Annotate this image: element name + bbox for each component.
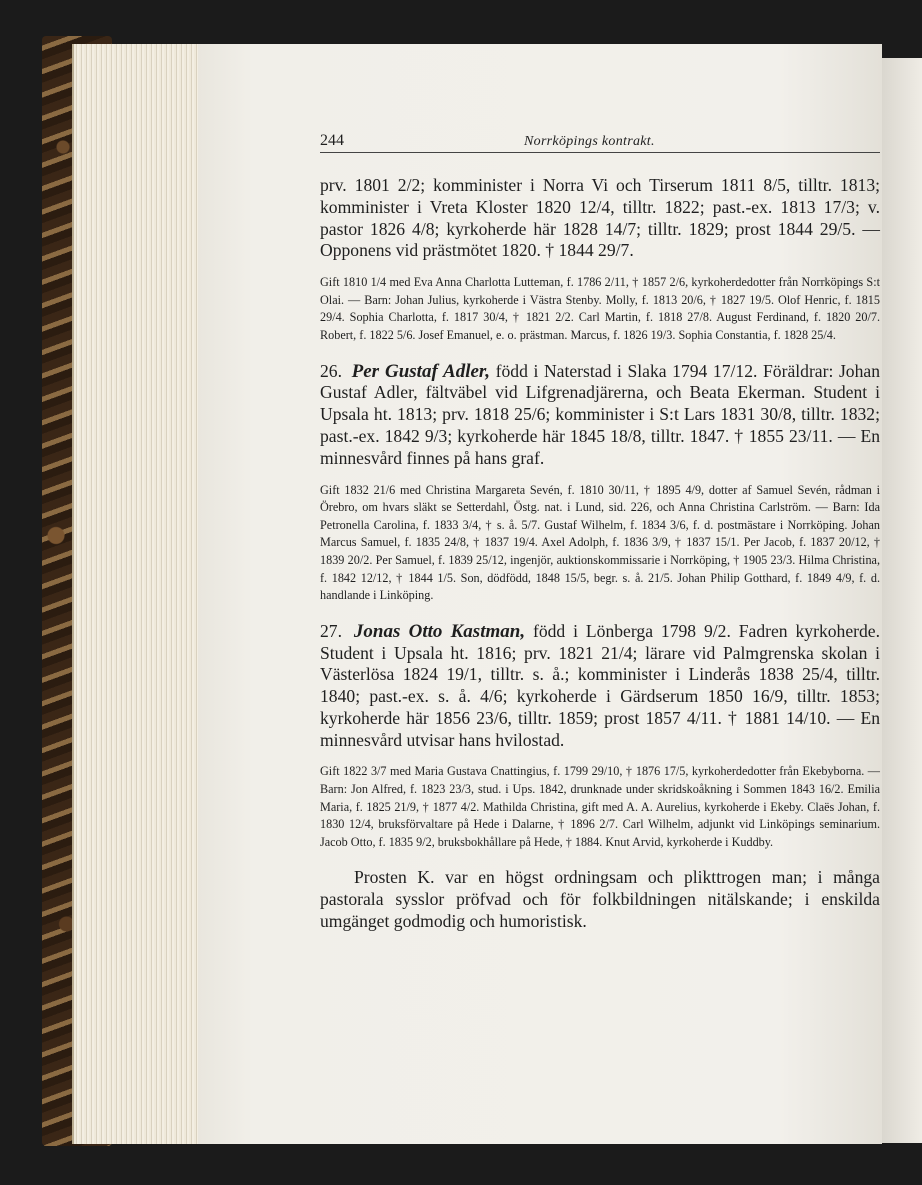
biography-entry-26 <box>320 361 880 470</box>
intro-text: prv. 1801 2/2; komminister i Norra Vi och Tirserum 1811 8/5, tilltr. 1813; komminister i Vreta Kloster 1820 12/4, tilltr. 1822; past.-ex. 1813 17/3; v. pastor 1826 4/8; kyrkoherde här 1828 14/7; tilltr. 1829; prost 1844 29/5. — Opponens vid prästmötet 1820. † 1844 29/7. <box>320 175 880 261</box>
intro-family-note: Gift 1810 1/4 med Eva Anna Charlotta Lutteman, f. 1786 2/11, † 1857 2/6, kyrkoherdedotter från Norrköpings S:t Olai. — Barn: Johan Julius, kyrkoherde i Västra Stenby. Molly, f. 1813 20/6, † 1827 19/5. Olof Henric, f. 1815 29/4. Sophia Charlotta, f. 1817 30/4, † 1821 2/2. Carl Martin, f. 1818 27/8. August Ferdinand, f. 1820 20/7. Robert, f. 1822 5/6. Josef Emanuel, e. o. prästman. Marcus, f. 1826 19/3. Sophia Constantia, f. 1828 25/4. <box>320 275 880 342</box>
running-head: Norrköpings kontrakt. <box>524 134 655 149</box>
entry-name: Jonas Otto Kastman, <box>353 620 526 642</box>
entry-name: Per Gustaf Adler, <box>351 360 491 382</box>
entry-number: 26. <box>320 360 342 381</box>
entry-text: född i Naterstad i Slaka 1794 17/12. Föräldrar: Johan Gustaf Adler, fältväbel vid Lifgrenadjärerna, och Beata Ekerman. Student i Upsala ht. 1813; prv. 1818 25/6; komminister i S:t Lars 1831 30/8, tilltr. 1832; past.-ex. 1842 9/3; kyrkoherde här 1845 18/8, tilltr. 1847. † 1855 23/11. — En minnesvård finnes på hans graf. <box>320 360 880 468</box>
entry-family-note: Gift 1822 3/7 med Maria Gustava Cnattingius, f. 1799 29/10, † 1876 17/5, kyrkoherdedotter från Ekebyborna. — Barn: Jon Alfred, f. 1823 23/3, stud. i Ups. 1842, drunknade under skridskoåkning i Sommen 1843 16/2. Emilia Maria, f. 1825 21/9, † 1877 4/2. Mathilda Christina, gift med A. A. Aurelius, kyrkoherde i Ekeby. Claës Johan, f. 1830 12/4, bruksförvaltare på Hede i Dalarne, † 1896 2/7. Carl Wilhelm, adjunkt vid Linköpings seminarium. Jacob Otto, f. 1835 9/2, bruksbokhållare på Hede, † 1884. Knut Arvid, kyrkoherde i Kuddby. <box>320 764 880 849</box>
page-edges <box>72 44 202 1144</box>
entry-text: född i Lönberga 1798 9/2. Fadren kyrkoherde. Student i Upsala ht. 1816; prv. 1821 21/4; lärare vid Palmgrenska skolan i Västerlösa 1824 19/1, tilltr. s. å.; komminister i Linderås 1838 25/4, tilltr. 1840; past.-ex. s. å. 4/6; kyrkoherde i Gärdserum 1850 16/9, tilltr. 1853; kyrkoherde här 1856 23/6, tilltr. 1859; prost 1857 4/11. † 1881 14/10. — En minnesvård utvisar hans hvilostad. <box>320 620 881 750</box>
book-page <box>198 44 882 1144</box>
page-header <box>320 124 880 153</box>
intro-paragraph <box>320 175 880 262</box>
facing-page-edge <box>880 58 922 1143</box>
closing-paragraph: Prosten K. var en högst ordningsam och plikttrogen man; i många pastorala sysslor pröfvad och för folkbildningen nitälskande; i enskilda umgänget godmodig och humoristisk. <box>320 867 880 932</box>
page-content <box>320 124 880 933</box>
entry-family-note: Gift 1832 21/6 med Christina Margareta Sevén, f. 1810 30/11, † 1895 4/9, dotter af Samuel Sevén, rådman i Örebro, om hvars släkt se Setterdahl, Östg. nat. i Lund, sid. 226, och Anna Christina Carlström. — Barn: Ida Petronella Carolina, f. 1833 3/4, † s. å. 5/7. Gustaf Wilhelm, f. 1834 3/6, f. d. postmästare i Norrköping. Johan Marcus Samuel, f. 1835 24/8, † 1837 19/4. Axel Adolph, f. 1836 3/9, † 1837 15/1. Per Jacob, f. 1837 20/12, † 1839 20/2. Per Samuel, f. 1839 25/12, ingenjör, auktionskommissarie i Norrköping, † 1905 23/3. Hilma Christina, f. 1842 12/12, † 1844 1/5. Son, dödfödd, 1848 15/5, begr. s. å. 21/5. Johan Philip Gotthard, f. 1849 4/9, f. d. handlande i Linköping. <box>320 482 880 603</box>
entry-number: 27. <box>320 620 342 641</box>
biography-entry-27 <box>320 621 880 752</box>
page-number: 244 <box>320 132 344 149</box>
